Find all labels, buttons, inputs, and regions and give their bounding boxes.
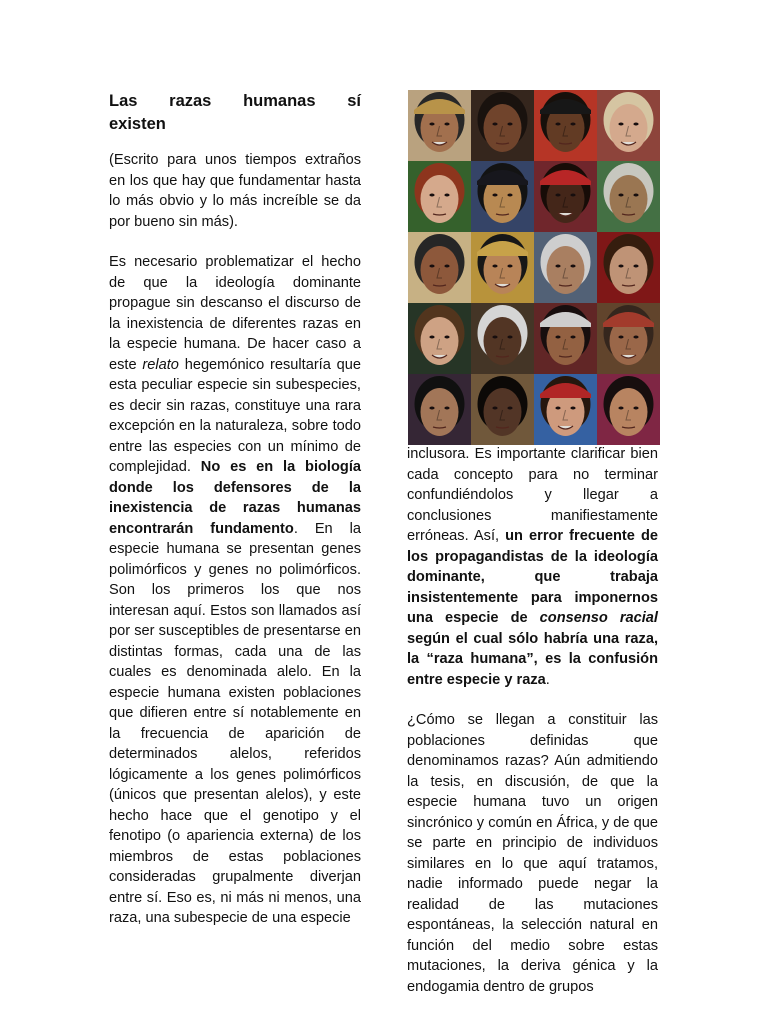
article-title-line-1: Las razas humanas sí xyxy=(109,92,361,110)
portrait-photo xyxy=(471,161,534,232)
portrait-image xyxy=(597,232,660,303)
portrait-photo xyxy=(408,90,471,161)
body-paragraph-3: ¿Cómo se llegan a constituir las poblaciones definidas que denominamos razas? Aún admitiendo la tesis, en discusión, de que la especie humana tuvo un origen sincrónico y común en África, y de que se parte en principio de individuos similares en lo que aquí tratamos, nadie informado puede negar la realidad de las mutaciones espontáneas, la selección natural en función del medio sobre estas mutaciones, la deriva génica y la endogamia dentro de grupos xyxy=(407,712,658,995)
portrait-image xyxy=(471,90,534,161)
portrait-photo xyxy=(471,374,534,445)
portrait-image xyxy=(597,303,660,374)
portrait-image xyxy=(534,90,597,161)
text-run: inclusora. Es importante clarificar bien cada concepto para no terminar confundiéndolos y llegar a conclusiones manifiestamente erróneas. Así, xyxy=(407,446,658,544)
portrait-image xyxy=(534,161,597,232)
portrait-image xyxy=(597,90,660,161)
text-run: . En la especie humana se presentan genes polimórficos y genes no polimórficos. Son los primeros los que nos interesan aquí. Estos son llamados así por ser susceptibles de presentarse en distintas formas, cada una de las cuales es denominada alelo. En la especie humana existen poblaciones que difieren entre sí notablemente en la frecuencia de aparición de determinados alelos, referidos lógicamente a los genes polimórficos (únicos que presentan alelos), y este hecho hace que el genotipo y el fenotipo (o apariencia externa) de los miembros de estas poblaciones consideradas grupalmente diverjan entre sí. Eso es, ni más ni menos, una raza, una subespecie de una especie xyxy=(109,520,361,926)
portrait-photo xyxy=(534,303,597,374)
right-column xyxy=(407,444,658,1017)
text-run: hegemónico resultaría que esta peculiar especie sin subespecies, es decir sin razas, constituye una rara excepción en la naturaleza, sobre todo entre las especies con un mínimo de complejidad. xyxy=(109,356,362,475)
portrait-photo xyxy=(534,374,597,445)
portrait-image xyxy=(534,303,597,374)
portrait-photo xyxy=(408,161,471,232)
portrait-image xyxy=(534,374,597,445)
faces-photo-collage xyxy=(408,90,660,445)
body-paragraph-2 xyxy=(407,444,658,690)
portrait-image xyxy=(471,232,534,303)
portrait-image xyxy=(471,303,534,374)
text-run: Es necesario problematizar el hecho de que la ideología dominante propague sin descanso el discurso de la inexistencia de diferentes razas en la especie humana. De hacer caso a este xyxy=(109,254,361,373)
italic-relato: relato xyxy=(142,356,179,373)
portrait-photo xyxy=(597,90,660,161)
italic-consenso-racial: consenso racial xyxy=(539,610,658,626)
text-run: según el cual sólo habría una raza, la “raza humana”, es la confusión entre especie y raza xyxy=(407,630,658,688)
text-run: un error frecuente de los propagandistas de la ideología dominante, que trabaja insistentemente para imponernos una especie de xyxy=(407,528,658,626)
portrait-photo xyxy=(471,90,534,161)
portrait-image xyxy=(408,161,471,232)
portrait-image xyxy=(471,374,534,445)
portrait-photo xyxy=(408,232,471,303)
article-title-line-2: existen xyxy=(109,115,166,133)
portrait-photo xyxy=(597,303,660,374)
portrait-photo xyxy=(597,232,660,303)
portrait-photo xyxy=(534,232,597,303)
portrait-photo xyxy=(471,232,534,303)
portrait-photo xyxy=(408,303,471,374)
portrait-image xyxy=(534,232,597,303)
portrait-image xyxy=(408,374,471,445)
portrait-image xyxy=(408,303,471,374)
portrait-photo xyxy=(597,374,660,445)
portrait-image xyxy=(408,232,471,303)
text-run: . xyxy=(545,671,550,688)
portrait-photo xyxy=(408,374,471,445)
body-paragraph-1 xyxy=(109,252,361,929)
portrait-photo xyxy=(471,303,534,374)
bold-statement xyxy=(407,528,658,688)
portrait-image xyxy=(597,374,660,445)
bold-statement: No es en la biología donde los defensores de la inexistencia de razas humanas encontrarán fundamento xyxy=(109,459,361,537)
portrait-image xyxy=(471,161,534,232)
portrait-photo xyxy=(534,161,597,232)
left-column xyxy=(109,90,361,929)
portrait-photo xyxy=(597,161,660,232)
portrait-image xyxy=(597,161,660,232)
intro-paragraph: (Escrito para unos tiempos extraños en los que hay que fundamentar hasta lo más obvio y lo más increíble se da por bueno sin más). xyxy=(109,152,361,230)
portrait-image xyxy=(408,90,471,161)
portrait-photo xyxy=(534,90,597,161)
article-title xyxy=(109,90,361,136)
